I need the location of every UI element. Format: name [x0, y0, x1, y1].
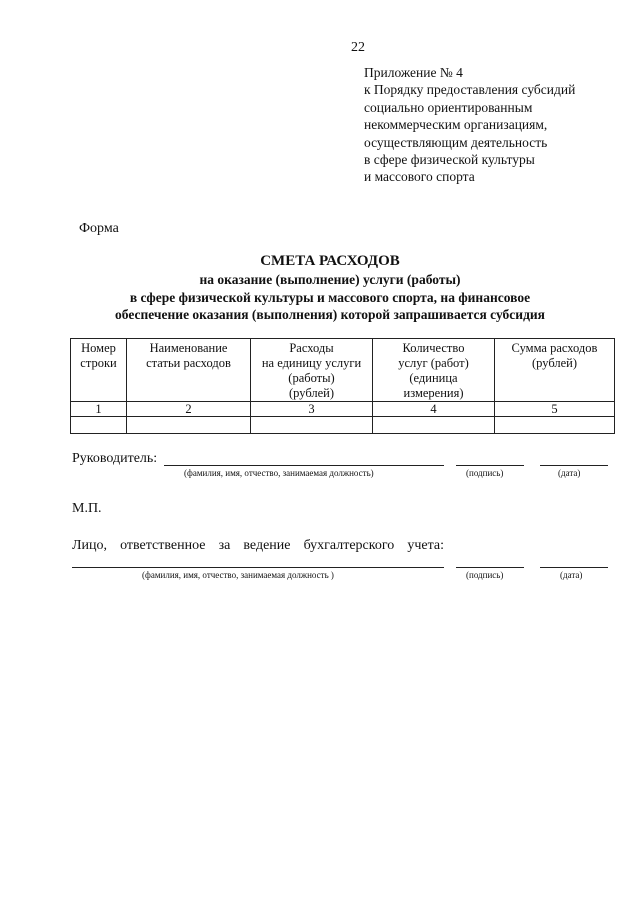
head-signature-line	[456, 465, 524, 466]
header-cell-unit-cost: Расходы на единицу услуги (работы) (рублей)	[251, 339, 373, 402]
table-number-row	[71, 402, 615, 417]
header-cell-row-number: Номер строки	[71, 339, 127, 402]
head-date-caption: (дата)	[558, 468, 581, 478]
annex-line: некоммерческим организациям,	[364, 117, 548, 133]
head-fio-caption: (фамилия, имя, отчество, занимаемая должность)	[184, 468, 374, 478]
form-label: Форма	[79, 221, 119, 236]
page-number: 22	[351, 40, 365, 55]
header-cell-quantity: Количество услуг (работ) (единица измерения)	[373, 339, 495, 402]
column-number: 3	[251, 402, 373, 417]
table-cell	[495, 417, 615, 434]
seal-label: М.П.	[72, 501, 102, 516]
column-number: 1	[71, 402, 127, 417]
annex-line: в сфере физической культуры	[364, 152, 535, 168]
table-cell	[71, 417, 127, 434]
annex-line: осуществляющим деятельность	[364, 134, 548, 150]
estimate-table	[70, 338, 615, 434]
accountant-fio-caption: (фамилия, имя, отчество, занимаемая должность )	[142, 570, 334, 580]
head-date-line	[540, 465, 608, 466]
title-line: в сфере физической культуры и массового спорта, на финансовое	[129, 289, 531, 305]
accountant-date-caption: (дата)	[560, 570, 583, 580]
title-main: СМЕТА РАСХОДОВ	[260, 253, 400, 269]
table-cell	[127, 417, 251, 434]
annex-line: к Порядку предоставления субсидий	[364, 82, 576, 98]
annex-line: социально ориентированным	[364, 99, 533, 115]
title-line: обеспечение оказания (выполнения) которой запрашивается субсидия	[115, 307, 545, 322]
title-line: на оказание (выполнение) услуги (работы)	[199, 272, 461, 287]
annex-block	[364, 64, 575, 186]
head-fio-line	[164, 465, 444, 466]
annex-line: и массового спорта	[364, 169, 475, 185]
head-label: Руководитель:	[72, 451, 158, 466]
column-number: 5	[495, 402, 615, 417]
accountant-signature-caption: (подпись)	[466, 570, 504, 580]
accountant-date-line	[540, 567, 608, 568]
document-title	[60, 252, 600, 324]
header-cell-total: Сумма расходов (рублей)	[495, 339, 615, 402]
column-number: 2	[127, 402, 251, 417]
annex-line: Приложение № 4	[364, 65, 463, 80]
head-signature-caption: (подпись)	[466, 468, 504, 478]
accountant-fio-line	[72, 567, 444, 568]
table-cell	[251, 417, 373, 434]
header-cell-expense-item: Наименование статьи расходов	[127, 339, 251, 402]
column-number: 4	[373, 402, 495, 417]
table-cell	[373, 417, 495, 434]
accountant-label: Лицо, ответственное за ведение бухгалтерского учета:	[72, 538, 444, 553]
table-header-row	[71, 339, 615, 402]
accountant-signature-line	[456, 567, 524, 568]
table-row	[71, 417, 615, 434]
